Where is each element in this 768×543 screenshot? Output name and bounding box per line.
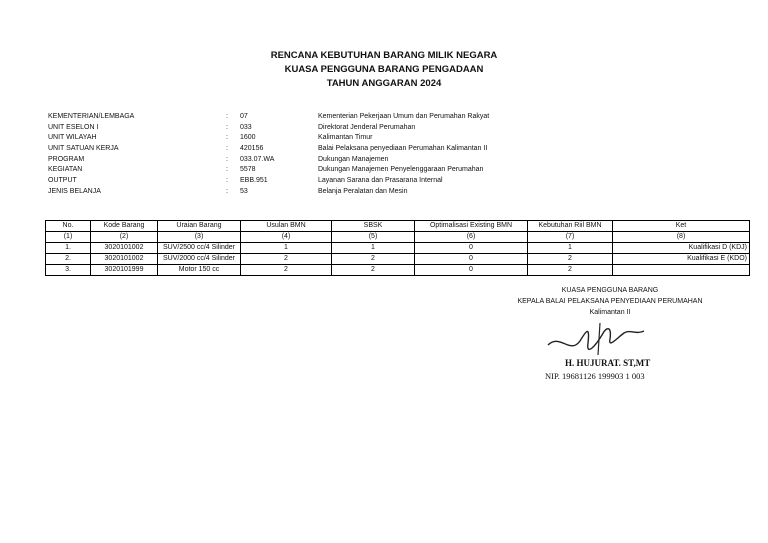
- info-row: [48, 165, 489, 176]
- column-number: (3): [158, 232, 241, 243]
- info-desc: Belanja Peralatan dan Mesin: [318, 187, 408, 195]
- info-desc: Dukungan Manajemen Penyelenggaraan Perumahan: [318, 166, 484, 174]
- info-colon: :: [226, 113, 228, 120]
- info-colon: :: [226, 134, 228, 142]
- column-number: (5): [332, 232, 415, 243]
- info-row: [48, 176, 489, 187]
- info-label: UNIT SATUAN KERJA: [48, 145, 119, 153]
- signatory-nip: NIP. 19681126 199903 1 003: [545, 371, 645, 381]
- table-cell: 3020101002: [91, 243, 158, 254]
- column-number: (1): [46, 232, 91, 243]
- info-code: 033.07.WA: [240, 155, 275, 163]
- column-header: SBSK: [332, 221, 415, 232]
- column-number: (6): [415, 232, 528, 243]
- column-header: Kode Barang: [91, 221, 158, 232]
- table-cell: 1: [528, 243, 613, 254]
- table-cell: 1.: [46, 243, 91, 254]
- table-cell: 0: [415, 254, 528, 265]
- signatory-name: H. HUJURAT. ST,MT: [565, 358, 651, 368]
- info-desc: Kementerian Pekerjaan Umum dan Perumahan Rakyat: [318, 113, 490, 120]
- info-code: 53: [240, 187, 248, 195]
- info-desc: Kalimantan Timur: [318, 134, 373, 142]
- info-desc: Direktorat Jenderal Perumahan: [318, 123, 416, 131]
- table-header-row: [46, 221, 750, 232]
- signature-position: KEPALA BALAI PELAKSANA PENYEDIAAN PERUMAHAN: [517, 298, 703, 305]
- table-cell: 2.: [46, 254, 91, 265]
- info-code: 033: [240, 123, 252, 131]
- info-colon: :: [226, 123, 228, 131]
- table-cell: 0: [415, 265, 528, 276]
- table-cell: 2: [241, 254, 332, 265]
- table-cell: 2: [332, 265, 415, 276]
- info-label: KEGIATAN: [48, 166, 83, 174]
- column-number: (7): [528, 232, 613, 243]
- table-cell: 3020101999: [91, 265, 158, 276]
- column-header: Kebutuhan Riil BMN: [528, 221, 613, 232]
- info-row: [48, 123, 489, 134]
- table-cell: 2: [528, 265, 613, 276]
- info-label: JENIS BELANJA: [48, 187, 101, 195]
- info-row: [48, 133, 489, 144]
- column-number: (4): [241, 232, 332, 243]
- info-label: OUTPUT: [48, 177, 77, 185]
- table-cell: Kualifikasi E (KDO): [613, 254, 750, 265]
- info-code: EBB.951: [240, 177, 268, 185]
- table-cell: 2: [332, 254, 415, 265]
- info-colon: :: [226, 145, 228, 153]
- column-header: No.: [46, 221, 91, 232]
- info-code: 5578: [240, 166, 256, 174]
- table-cell: 2: [528, 254, 613, 265]
- signature-title: KUASA PENGGUNA BARANG: [561, 287, 659, 294]
- table-cell: Kualifikasi D (KDJ): [613, 243, 750, 254]
- info-row: [48, 144, 489, 155]
- table-cell: 0: [415, 243, 528, 254]
- column-header: Ket: [613, 221, 750, 232]
- table-cell: [613, 265, 750, 276]
- info-colon: :: [226, 166, 228, 174]
- info-code: 420156: [240, 145, 264, 153]
- info-code: 07: [240, 113, 248, 120]
- document-title-line1: RENCANA KEBUTUHAN BARANG MILIK NEGARA: [270, 50, 498, 61]
- table-cell: 1: [332, 243, 415, 254]
- info-label: UNIT WILAYAH: [48, 134, 97, 142]
- info-code: 1600: [240, 134, 256, 142]
- signature-region: Kalimantan II: [589, 309, 631, 316]
- info-label: PROGRAM: [48, 155, 85, 163]
- table-cell: 1: [241, 243, 332, 254]
- info-row: [48, 155, 489, 166]
- table-cell: SUV/2500 cc/4 Silinder: [158, 243, 241, 254]
- info-label: KEMENTERIAN/LEMBAGA: [48, 113, 135, 120]
- info-desc: Dukungan Manajemen: [318, 155, 389, 163]
- table-cell: 3.: [46, 265, 91, 276]
- needs-table: [45, 220, 750, 276]
- info-colon: :: [226, 177, 228, 185]
- info-row: [48, 112, 489, 123]
- column-header: Optimalisasi Existing BMN: [415, 221, 528, 232]
- table-row: [46, 243, 750, 254]
- table-cell: SUV/2000 cc/4 Silinder: [158, 254, 241, 265]
- table-row: [46, 265, 750, 276]
- table-cell: Motor 150 cc: [158, 265, 241, 276]
- info-desc: Layanan Sarana dan Prasarana Internal: [318, 177, 443, 185]
- table-cell: 2: [241, 265, 332, 276]
- document-title-line2: KUASA PENGGUNA BARANG PENGADAAN: [284, 64, 484, 75]
- table-cell: 3020101002: [91, 254, 158, 265]
- info-row: [48, 187, 489, 198]
- info-colon: :: [226, 155, 228, 163]
- column-header: Uraian Barang: [158, 221, 241, 232]
- column-header: Usulan BMN: [241, 221, 332, 232]
- info-label: UNIT ESELON I: [48, 123, 99, 131]
- info-colon: :: [226, 187, 228, 195]
- signature-block: [515, 285, 705, 318]
- info-desc: Balai Pelaksana penyediaan Perumahan Kalimantan II: [318, 145, 488, 153]
- info-block: [48, 112, 489, 198]
- table-number-row: [46, 232, 750, 243]
- column-number: (2): [91, 232, 158, 243]
- column-number: (8): [613, 232, 750, 243]
- table-row: [46, 254, 750, 265]
- document-title-line3: TAHUN ANGGARAN 2024: [326, 78, 442, 89]
